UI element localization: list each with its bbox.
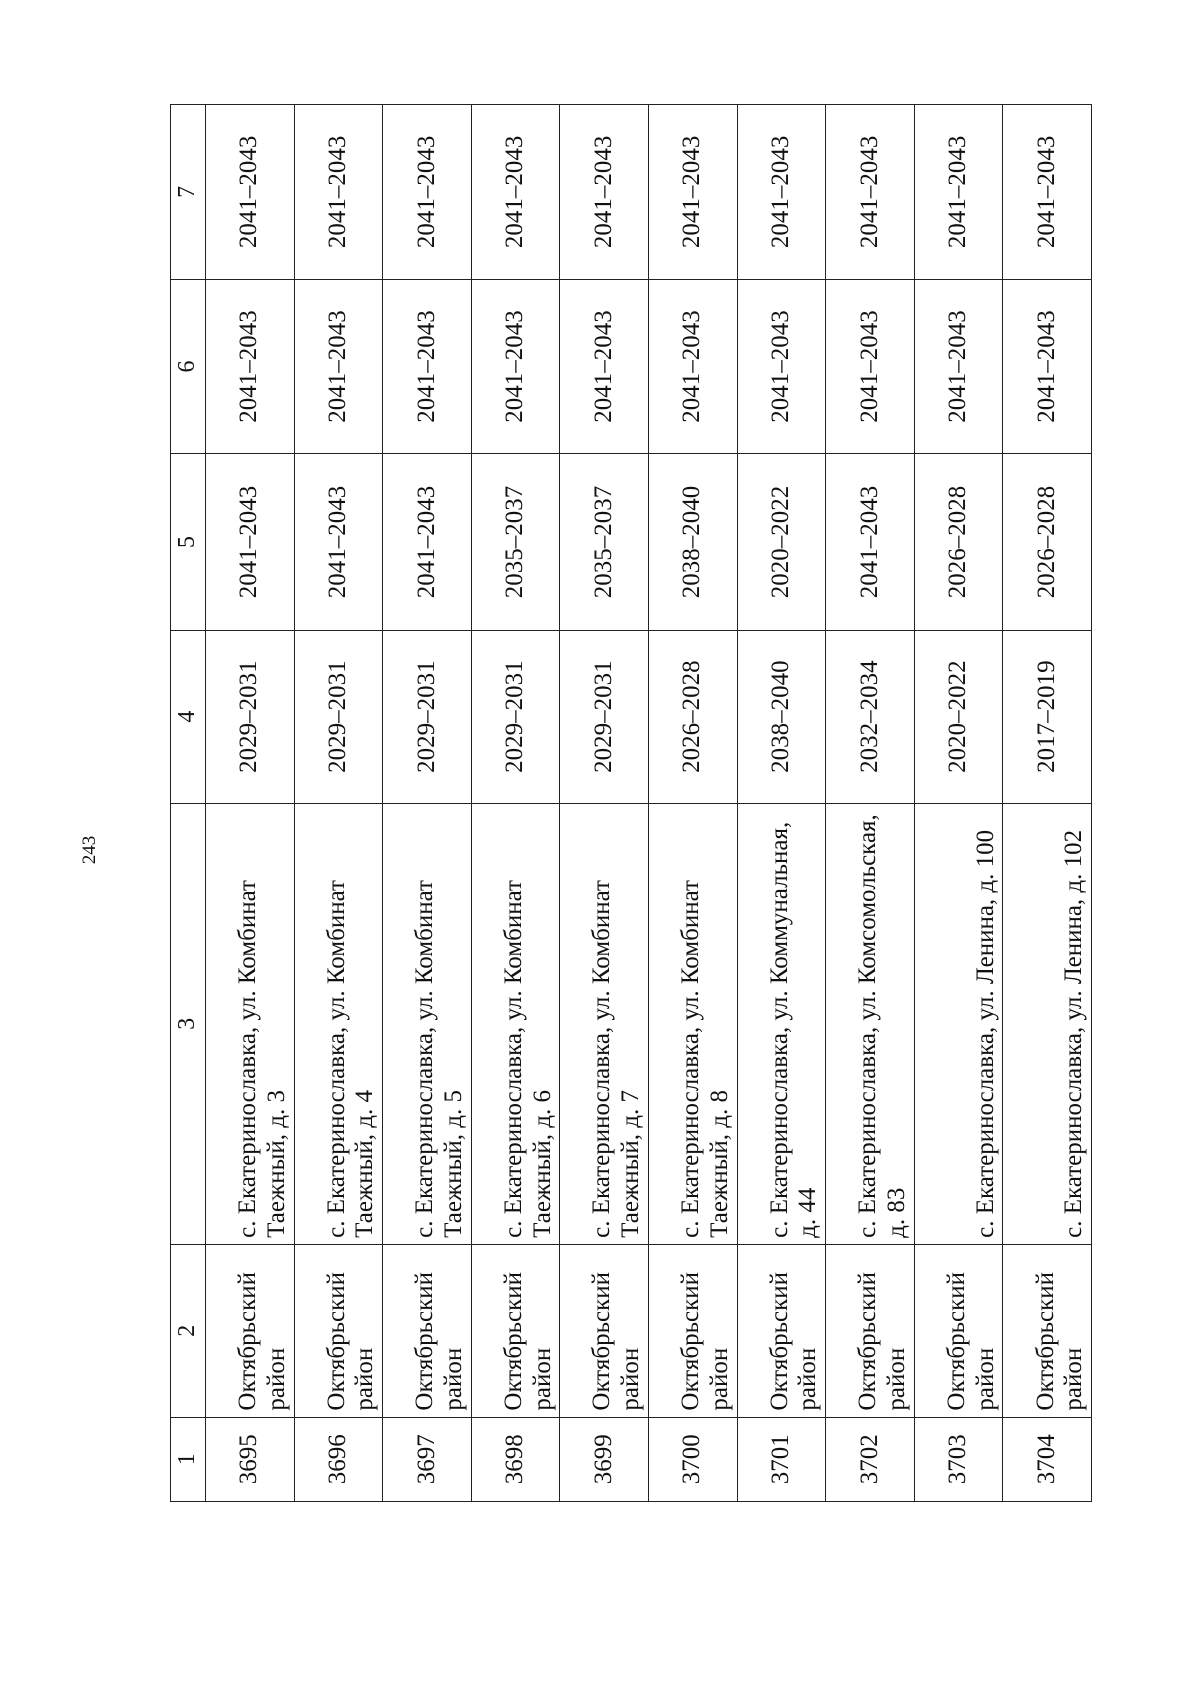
district-cell: Октябрьский район: [648, 1244, 737, 1417]
period-col5: 2041–2043: [826, 454, 915, 631]
district-cell: Октябрьский район: [471, 1244, 560, 1417]
address-cell: с. Екатеринославка, ул. Комсомольская, д. 83: [826, 803, 915, 1244]
header-cell: 5: [171, 454, 206, 631]
header-cell: 6: [171, 279, 206, 454]
period-col4: 2029–2031: [206, 630, 295, 803]
period-col6: 2041–2043: [737, 279, 826, 454]
row-number: 3696: [294, 1417, 383, 1501]
address-cell: с. Екатеринославка, ул. Комбинат Таежный, д. 6: [471, 803, 560, 1244]
address-cell: с. Екатеринославка, ул. Ленина, д. 102: [1003, 803, 1092, 1244]
period-col7: 2041–2043: [471, 105, 560, 280]
period-col5: 2041–2043: [383, 454, 472, 631]
header-cell: 4: [171, 630, 206, 803]
period-col5: 2041–2043: [294, 454, 383, 631]
district-cell: Октябрьский район: [383, 1244, 472, 1417]
table-row: [560, 105, 649, 1502]
period-col6: 2041–2043: [471, 279, 560, 454]
period-col6: 2041–2043: [1003, 279, 1092, 454]
district-cell: Октябрьский район: [560, 1244, 649, 1417]
period-col4: 2029–2031: [383, 630, 472, 803]
row-number: 3695: [206, 1417, 295, 1501]
table-row: [1003, 105, 1092, 1502]
rotated-table-container: [170, 104, 1092, 1502]
table-row: [294, 105, 383, 1502]
period-col4: 2029–2031: [294, 630, 383, 803]
table-row: [826, 105, 915, 1502]
row-number: 3702: [826, 1417, 915, 1501]
period-col5: 2035–2037: [560, 454, 649, 631]
period-col7: 2041–2043: [1003, 105, 1092, 280]
row-number: 3703: [914, 1417, 1003, 1501]
period-col5: 2026–2028: [914, 454, 1003, 631]
period-col4: 2020–2022: [914, 630, 1003, 803]
district-cell: Октябрьский район: [737, 1244, 826, 1417]
address-cell: с. Екатеринославка, ул. Комбинат Таежный, д. 7: [560, 803, 649, 1244]
table-row: [471, 105, 560, 1502]
period-col7: 2041–2043: [206, 105, 295, 280]
period-col7: 2041–2043: [560, 105, 649, 280]
header-cell: 7: [171, 105, 206, 280]
period-col7: 2041–2043: [383, 105, 472, 280]
period-col5: 2038–2040: [648, 454, 737, 631]
period-col5: 2026–2028: [1003, 454, 1092, 631]
period-col4: 2017–2019: [1003, 630, 1092, 803]
address-cell: с. Екатеринославка, ул. Комбинат Таежный, д. 3: [206, 803, 295, 1244]
page-number: 243: [79, 835, 100, 865]
address-cell: с. Екатеринославка, ул. Комбинат Таежный, д. 4: [294, 803, 383, 1244]
period-col4: 2029–2031: [471, 630, 560, 803]
period-col6: 2041–2043: [648, 279, 737, 454]
period-col4: 2038–2040: [737, 630, 826, 803]
period-col4: 2026–2028: [648, 630, 737, 803]
address-cell: с. Екатеринославка, ул. Комбинат Таежный, д. 5: [383, 803, 472, 1244]
period-col6: 2041–2043: [826, 279, 915, 454]
period-col4: 2029–2031: [560, 630, 649, 803]
period-col7: 2041–2043: [648, 105, 737, 280]
row-number: 3701: [737, 1417, 826, 1501]
schedule-table: [170, 104, 1092, 1502]
period-col5: 2020–2022: [737, 454, 826, 631]
period-col6: 2041–2043: [914, 279, 1003, 454]
period-col6: 2041–2043: [206, 279, 295, 454]
header-cell: 2: [171, 1244, 206, 1417]
period-col5: 2041–2043: [206, 454, 295, 631]
header-cell: 1: [171, 1417, 206, 1501]
period-col7: 2041–2043: [294, 105, 383, 280]
header-cell: 3: [171, 803, 206, 1244]
district-cell: Октябрьский район: [1003, 1244, 1092, 1417]
table-row: [648, 105, 737, 1502]
row-number: 3699: [560, 1417, 649, 1501]
table-row: [737, 105, 826, 1502]
period-col7: 2041–2043: [826, 105, 915, 280]
header-row: [171, 105, 206, 1502]
table-row: [383, 105, 472, 1502]
district-cell: Октябрьский район: [914, 1244, 1003, 1417]
period-col4: 2032–2034: [826, 630, 915, 803]
table-row: [206, 105, 295, 1502]
row-number: 3700: [648, 1417, 737, 1501]
address-cell: с. Екатеринославка, ул. Комбинат Таежный, д. 8: [648, 803, 737, 1244]
address-cell: с. Екатеринославка, ул. Ленина, д. 100: [914, 803, 1003, 1244]
row-number: 3698: [471, 1417, 560, 1501]
period-col7: 2041–2043: [737, 105, 826, 280]
period-col6: 2041–2043: [294, 279, 383, 454]
row-number: 3697: [383, 1417, 472, 1501]
period-col5: 2035–2037: [471, 454, 560, 631]
district-cell: Октябрьский район: [206, 1244, 295, 1417]
period-col6: 2041–2043: [560, 279, 649, 454]
row-number: 3704: [1003, 1417, 1092, 1501]
address-cell: с. Екатеринославка, ул. Коммунальная, д. 44: [737, 803, 826, 1244]
period-col6: 2041–2043: [383, 279, 472, 454]
table-row: [914, 105, 1003, 1502]
period-col7: 2041–2043: [914, 105, 1003, 280]
district-cell: Октябрьский район: [294, 1244, 383, 1417]
district-cell: Октябрьский район: [826, 1244, 915, 1417]
